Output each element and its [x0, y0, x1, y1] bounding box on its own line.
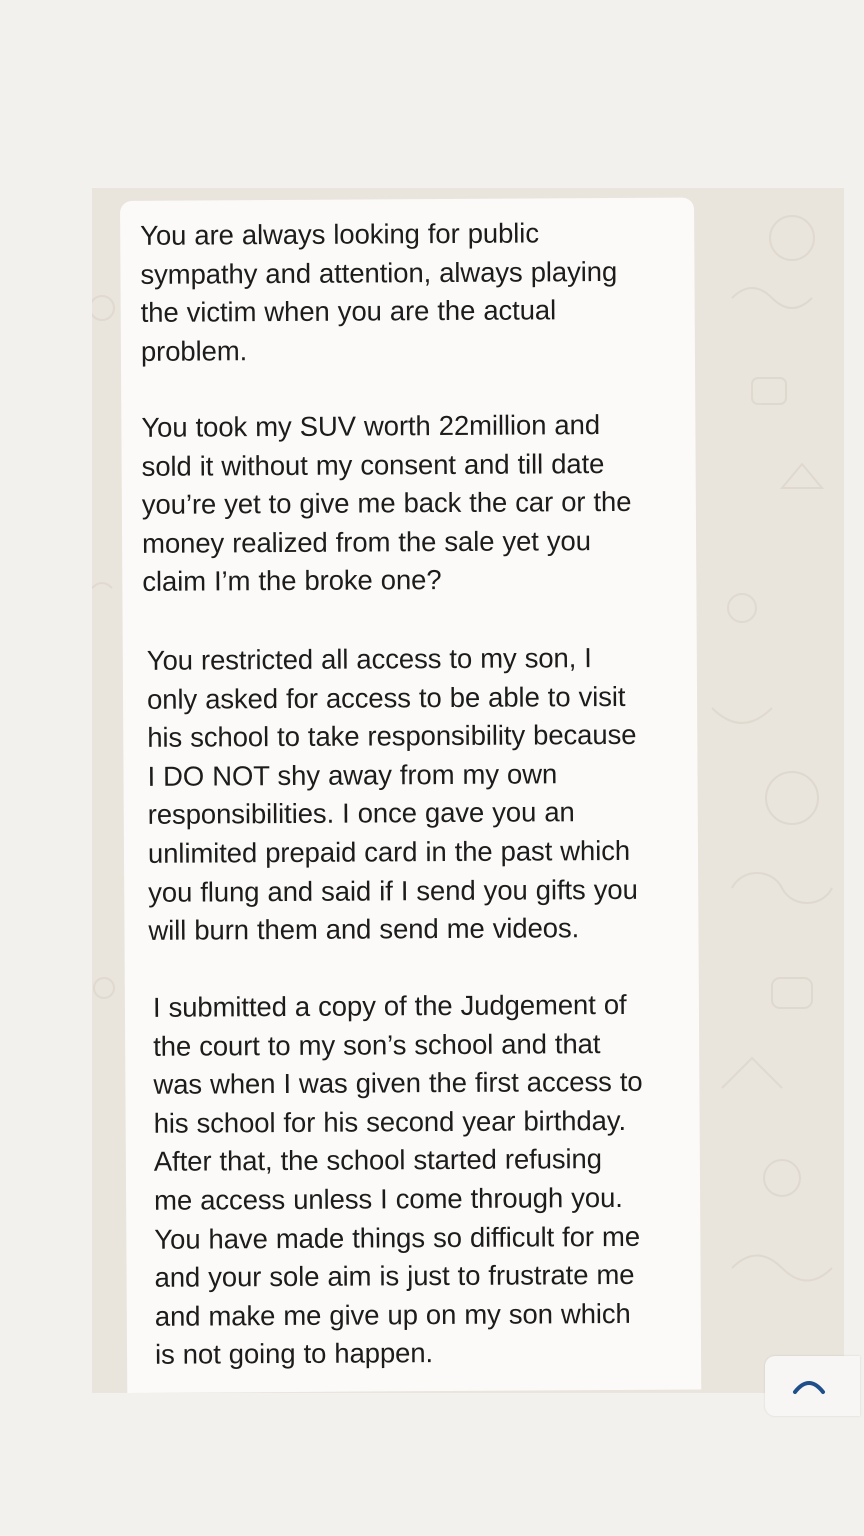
message-paragraph: You are always looking for public sympathy and attention, always playing the victim when you are the actual problem.	[140, 217, 618, 367]
scroll-to-bottom-button[interactable]	[765, 1356, 860, 1416]
bottom-blank-area	[0, 1393, 864, 1536]
chat-background	[92, 188, 844, 1393]
message-paragraph: You restricted all access to my son, I only asked for access to be able to visit his school to take responsibility because I DO NOT shy away from my own responsibilities. I once gave you an unlimited prepaid card in the past which you flung and said if I send you gifts you will burn them and send me videos.	[146, 642, 638, 946]
chevron-up-icon	[789, 1368, 829, 1404]
message-bubble[interactable]	[120, 197, 701, 1392]
message-paragraph: You took my SUV worth 22million and sold it without my consent and till date you’re yet to give me back the car or the money realized from the sale yet you claim I’m the broke one?	[141, 409, 632, 598]
message-paragraph: I submitted a copy of the Judgement of the court to my son’s school and that was when I was given the first access to his school for his second year birthday. After that, the school started refusing me access unless I come through you. You have made things so difficult for me and your sole aim is just to frustrate me and make me give up on my son which is not going to happen.	[152, 988, 643, 1371]
